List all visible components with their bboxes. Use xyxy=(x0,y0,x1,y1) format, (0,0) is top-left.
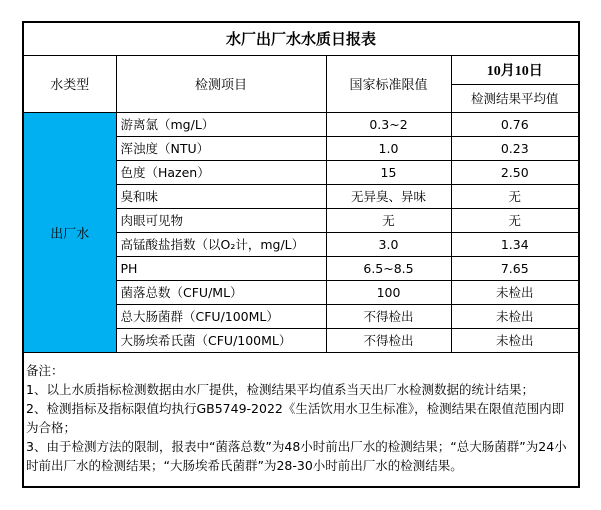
water-type-cell: 出厂水 xyxy=(23,112,116,352)
item-cell: 色度（Hazen） xyxy=(116,160,326,184)
header-test-item: 检测项目 xyxy=(116,55,326,112)
standard-cell: 不得检出 xyxy=(326,304,451,328)
standard-cell: 0.3~2 xyxy=(326,112,451,136)
note-line: 2、检测指标及指标限值均执行GB5749-2022《生活饮用水卫生标准》，检测结果在限值范围内即为合格； xyxy=(26,400,565,435)
item-cell: 肉眼可见物 xyxy=(116,208,326,232)
item-cell: 浑浊度（NTU） xyxy=(116,136,326,160)
result-cell: 7.65 xyxy=(451,256,579,280)
header-water-type: 水类型 xyxy=(23,55,116,112)
result-cell: 2.50 xyxy=(451,160,579,184)
header-result-average: 检测结果平均值 xyxy=(451,84,579,112)
result-cell: 1.34 xyxy=(451,232,579,256)
item-cell: PH xyxy=(116,256,326,280)
table-row xyxy=(23,112,579,136)
result-cell: 无 xyxy=(451,184,579,208)
standard-cell: 6.5~8.5 xyxy=(326,256,451,280)
standard-cell: 无异臭、异味 xyxy=(326,184,451,208)
item-cell: 臭和味 xyxy=(116,184,326,208)
item-cell: 总大肠菌群（CFU/100ML） xyxy=(116,304,326,328)
standard-cell: 1.0 xyxy=(326,136,451,160)
note-line: 3、由于检测方法的限制，报表中“菌落总数”为48小时前出厂水的检测结果；“总大肠菌群”为24小时前出厂水的检测结果；“大肠埃希氏菌群”为28-30小时前出厂水的检测结果。 xyxy=(26,438,567,473)
notes-row xyxy=(23,352,579,487)
item-cell: 大肠埃希氏菌（CFU/100ML） xyxy=(116,328,326,352)
water-quality-report-table xyxy=(22,21,580,488)
result-cell: 0.76 xyxy=(451,112,579,136)
title-row xyxy=(23,22,579,55)
result-cell: 未检出 xyxy=(451,280,579,304)
result-cell: 未检出 xyxy=(451,328,579,352)
header-national-standard: 国家标准限值 xyxy=(326,55,451,112)
standard-cell: 不得检出 xyxy=(326,328,451,352)
result-cell: 未检出 xyxy=(451,304,579,328)
item-cell: 游离氯（mg/L） xyxy=(116,112,326,136)
notes-label: 备注： xyxy=(26,362,64,378)
standard-cell: 无 xyxy=(326,208,451,232)
report-title: 水厂出厂水水质日报表 xyxy=(23,22,579,55)
notes-section xyxy=(23,352,579,487)
standard-cell: 15 xyxy=(326,160,451,184)
standard-cell: 100 xyxy=(326,280,451,304)
header-date: 10月10日 xyxy=(451,55,579,84)
item-cell: 高锰酸盐指数（以O₂计，mg/L） xyxy=(116,232,326,256)
standard-cell: 3.0 xyxy=(326,232,451,256)
result-cell: 无 xyxy=(451,208,579,232)
note-line: 1、以上水质指标检测数据由水厂提供，检测结果平均值系当天出厂水检测数据的统计结果； xyxy=(26,381,534,397)
item-cell: 菌落总数（CFU/ML） xyxy=(116,280,326,304)
header-row xyxy=(23,55,579,84)
result-cell: 0.23 xyxy=(451,136,579,160)
